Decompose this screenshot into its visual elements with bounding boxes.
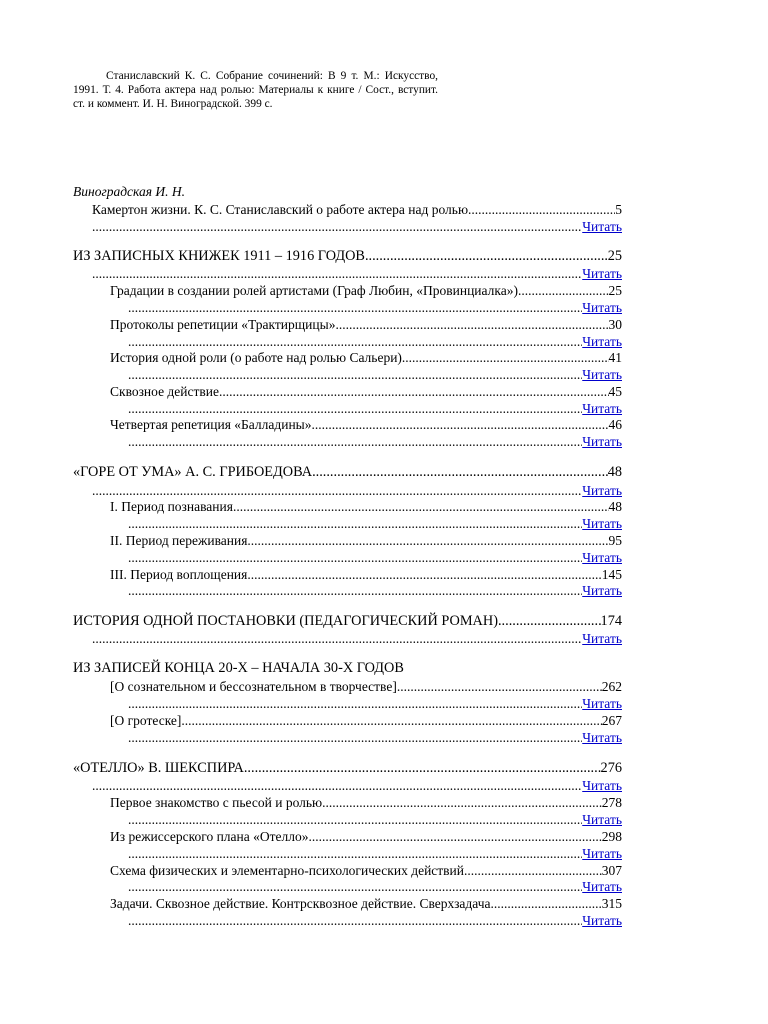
read-row xyxy=(128,549,622,566)
toc-entry-title: История одной роли (о работе над ролью Сальери) xyxy=(110,350,402,365)
dot-leader xyxy=(128,729,582,746)
toc-entry-page: 5 xyxy=(615,202,622,217)
toc-entry-title: I. Период познавания xyxy=(110,499,233,514)
read-link[interactable]: Читать xyxy=(582,550,622,565)
dot-leader xyxy=(365,248,608,265)
dot-leader xyxy=(92,777,582,794)
toc-entry-page: 278 xyxy=(601,795,622,810)
toc-entry-page: 298 xyxy=(601,829,622,844)
read-link[interactable]: Читать xyxy=(582,730,622,745)
toc-entry-title: II. Период переживания xyxy=(110,533,248,548)
dot-leader xyxy=(247,566,601,583)
dot-leader xyxy=(181,712,601,729)
read-link[interactable]: Читать xyxy=(582,367,622,382)
toc-entry-page: 145 xyxy=(601,567,622,582)
read-row xyxy=(128,515,622,532)
toc-section-title: ИСТОРИЯ ОДНОЙ ПОСТАНОВКИ (ПЕДАГОГИЧЕСКИЙ РОМАН) xyxy=(73,613,498,629)
toc-entry-title: Четвертая репетиция «Балладины» xyxy=(110,417,312,432)
read-link[interactable]: Читать xyxy=(582,434,622,449)
toc-section-title: ИЗ ЗАПИСНЫХ КНИЖЕК 1911 – 1916 ГОДОВ xyxy=(73,248,365,264)
read-row xyxy=(128,582,622,599)
read-link[interactable]: Читать xyxy=(582,812,622,827)
dot-leader xyxy=(468,201,615,218)
toc-entry-title: Сквозное действие xyxy=(110,384,220,399)
toc-entry-page: 276 xyxy=(600,760,622,776)
dot-leader xyxy=(128,811,582,828)
read-link[interactable]: Читать xyxy=(582,778,622,793)
read-row xyxy=(92,482,622,499)
toc-entry-page: 46 xyxy=(608,417,622,432)
author-name: Виноградская И. Н. xyxy=(73,184,186,199)
toc-entry-title: Задачи. Сквозное действие. Контрсквозное действие. Сверхзадача xyxy=(110,896,491,911)
dot-leader xyxy=(397,678,602,695)
read-row xyxy=(128,845,622,862)
toc-entry-title: III. Период воплощения xyxy=(110,567,248,582)
toc-entry xyxy=(92,201,622,218)
toc-entry xyxy=(110,498,622,515)
toc-entry-page: 48 xyxy=(608,499,622,514)
read-row xyxy=(92,777,622,794)
dot-leader xyxy=(309,828,602,845)
dot-leader xyxy=(464,862,602,879)
dot-leader xyxy=(128,433,582,450)
toc-entry xyxy=(110,828,622,845)
dot-leader xyxy=(128,549,582,566)
toc-entry-page: 48 xyxy=(607,464,622,480)
read-link[interactable]: Читать xyxy=(582,631,622,646)
dot-leader xyxy=(219,383,608,400)
dot-leader xyxy=(128,366,582,383)
toc-section xyxy=(73,660,404,677)
read-row xyxy=(128,333,622,350)
toc-entry-title: [О сознательном и бессознательном в творчестве] xyxy=(110,679,397,694)
read-row xyxy=(128,366,622,383)
toc-entry xyxy=(110,794,622,811)
dot-leader xyxy=(491,895,602,912)
bibliographic-reference: Станиславский К. С. Собрание сочинений: В 9 т. М.: Искусство, 1991. Т. 4. Работа актера над ролью: Материалы к книге / Сост., вступит. ст. и коммент. И. Н. Виноградской. 399 с. xyxy=(73,70,438,110)
toc-entry-title: Градации в создании ролей артистами (Граф Любин, «Провинциалка») xyxy=(110,283,518,298)
dot-leader xyxy=(312,416,609,433)
dot-leader xyxy=(233,498,609,515)
read-row xyxy=(92,218,622,235)
toc-section xyxy=(73,613,622,630)
toc-entry xyxy=(110,862,622,879)
toc-entry-page: 25 xyxy=(607,248,622,264)
toc-entry xyxy=(110,532,622,549)
dot-leader xyxy=(92,482,582,499)
dot-leader xyxy=(92,218,582,235)
toc-entry xyxy=(110,416,622,433)
toc-section-title: ИЗ ЗАПИСЕЙ КОНЦА 20-Х – НАЧАЛА 30-Х ГОДОВ xyxy=(73,660,404,676)
read-row xyxy=(128,729,622,746)
toc-entry xyxy=(110,383,622,400)
toc-entry-title: [О гротеске] xyxy=(110,713,182,728)
toc-entry xyxy=(110,316,622,333)
dot-leader xyxy=(247,532,608,549)
toc-entry xyxy=(110,282,622,299)
read-row xyxy=(128,433,622,450)
toc-entry-page: 267 xyxy=(601,713,622,728)
read-row xyxy=(128,912,622,929)
read-row xyxy=(92,630,622,647)
dot-leader xyxy=(518,282,609,299)
read-link[interactable]: Читать xyxy=(582,334,622,349)
toc-entry-title: Первое знакомство с пьесой и ролью xyxy=(110,795,323,810)
read-link[interactable]: Читать xyxy=(582,219,622,234)
dot-leader xyxy=(92,265,582,282)
dot-leader xyxy=(322,794,602,811)
toc-entry-page: 41 xyxy=(608,350,622,365)
toc-section xyxy=(73,248,622,265)
read-row xyxy=(128,695,622,712)
toc-entry-page: 315 xyxy=(601,896,622,911)
read-link[interactable]: Читать xyxy=(582,583,622,598)
dot-leader xyxy=(128,845,582,862)
toc-entry-page: 262 xyxy=(601,679,622,694)
toc-entry-page: 45 xyxy=(608,384,622,399)
toc-entry-page: 95 xyxy=(608,533,622,548)
dot-leader xyxy=(128,400,582,417)
read-link[interactable]: Читать xyxy=(582,483,622,498)
toc-section-title: «ГОРЕ ОТ УМА» А. С. ГРИБОЕДОВА xyxy=(73,464,313,480)
toc-entry-title: Протоколы репетиции «Трактирщицы» xyxy=(110,317,336,332)
read-link[interactable]: Читать xyxy=(582,401,622,416)
dot-leader xyxy=(128,912,582,929)
read-row xyxy=(128,878,622,895)
toc-entry-page: 174 xyxy=(600,613,622,629)
dot-leader xyxy=(402,349,609,366)
read-link[interactable]: Читать xyxy=(582,300,622,315)
toc-entry-page: 25 xyxy=(608,283,622,298)
read-link[interactable]: Читать xyxy=(582,879,622,894)
dot-leader xyxy=(498,613,601,630)
read-row xyxy=(128,811,622,828)
dot-leader xyxy=(92,630,582,647)
read-link[interactable]: Читать xyxy=(582,266,622,281)
toc-entry xyxy=(110,349,622,366)
toc-section xyxy=(73,760,622,777)
dot-leader xyxy=(128,878,582,895)
toc-entry xyxy=(110,712,622,729)
toc-section-title: «ОТЕЛЛО» В. ШЕКСПИРА xyxy=(73,760,244,776)
toc-entry xyxy=(110,678,622,695)
read-link[interactable]: Читать xyxy=(582,846,622,861)
toc-entry-page: 307 xyxy=(601,863,622,878)
dot-leader xyxy=(335,316,608,333)
read-link[interactable]: Читать xyxy=(582,696,622,711)
dot-leader xyxy=(244,760,601,777)
dot-leader xyxy=(128,299,582,316)
read-link[interactable]: Читать xyxy=(582,913,622,928)
toc-section xyxy=(73,464,622,481)
read-row xyxy=(92,265,622,282)
read-row xyxy=(128,299,622,316)
read-row xyxy=(128,400,622,417)
toc-entry xyxy=(110,895,622,912)
dot-leader xyxy=(312,464,608,481)
dot-leader xyxy=(128,695,582,712)
read-link[interactable]: Читать xyxy=(582,516,622,531)
toc-entry-page: 30 xyxy=(608,317,622,332)
toc-entry-title: Из режиссерского плана «Отелло» xyxy=(110,829,309,844)
toc-entry-title: Схема физических и элементарно-психологических действий xyxy=(110,863,465,878)
dot-leader xyxy=(128,582,582,599)
dot-leader xyxy=(128,515,582,532)
toc-entry-title: Камертон жизни. К. С. Станиславский о работе актера над ролью xyxy=(92,202,469,217)
toc-entry xyxy=(110,566,622,583)
dot-leader xyxy=(128,333,582,350)
